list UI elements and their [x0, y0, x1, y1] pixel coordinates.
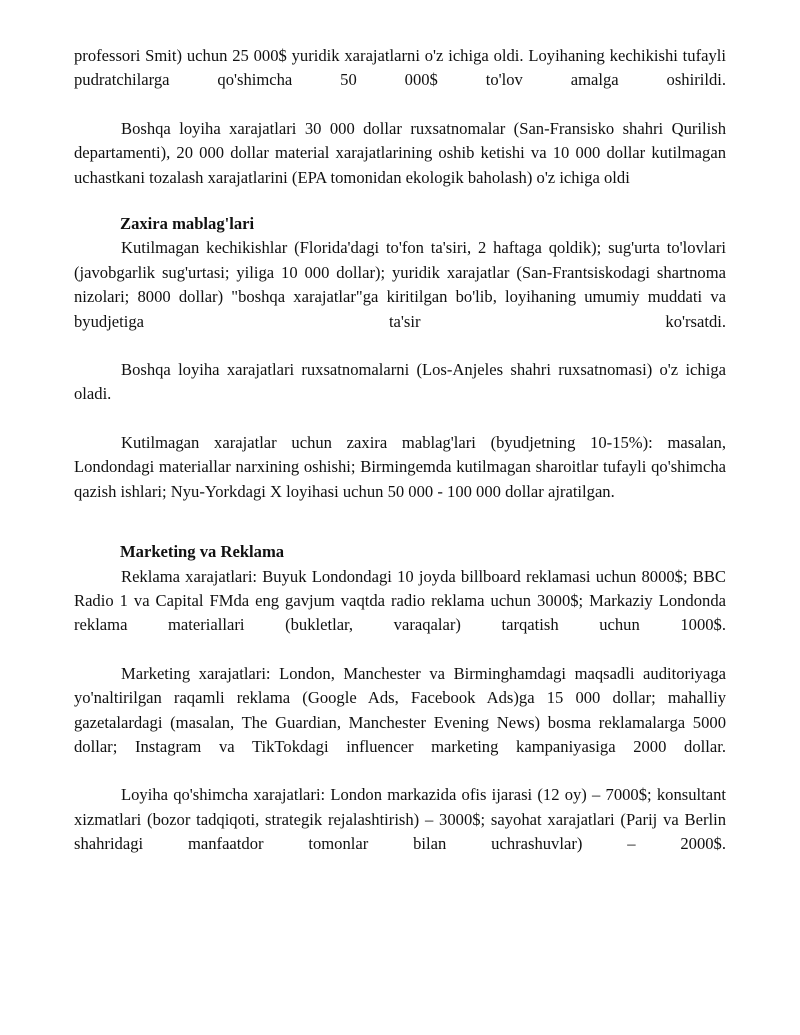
paragraph-unexpected-delays: Kutilmagan kechikishlar (Florida'dagi to'fon ta'siri, 2 haftaga qoldik); sug'urta to'lovlari (javobgarlik sug'urtasi; yiliga 10 000 dollar); yuridik xarajatlar (San-Frantsiskodagi shartnoma nizolari; 8000 dollar) "boshqa xarajatlar"ga kiritilgan bo'lib, loyihaning umumiy muddati va byudjetiga ta'sir ko'rsatdi.	[74, 238, 726, 331]
heading-marketing-advertising: Marketing va Reklama	[120, 542, 285, 562]
document-page	[74, 44, 726, 857]
paragraph-additional-project-costs: Loyiha qo'shimcha xarajatlari: London markazida ofis ijarasi (12 oy) – 7000$; konsultant xizmatlari (bozor tadqiqoti, strategik rejalashtirish) – 3000$; sayohat xarajatlari (Parij va Berlin shahridagi manfaatdor tomonlar bilan uchrashuvlar) – 2000$.	[74, 785, 726, 854]
paragraph-contingency-reserve: Kutilmagan xarajatlar uchun zaxira mablag'lari (byudjetning 10-15%): masalan, Londondagi materiallar narxining oshishi; Birmingemda kutilmagan sharoitlar tufayli qo'shimcha qazish ishlari; Nyu-Yorkdagi X loyihasi uchun 50 000 - 100 000 dollar ajratilgan.	[74, 432, 726, 501]
paragraph-other-project-costs: Boshqa loyiha xarajatlari 30 000 dollar ruxsatnomalar (San-Fransisko shahri Qurilish departamenti), 20 000 dollar material xarajatlarining oshib ketishi va 10 000 dollar kutilmagan uchastkani tozalash xarajatlarini (EPA tomonidan ekologik baholash) o'z ichiga oldi	[74, 118, 726, 187]
paragraph-advertising-costs: Reklama xarajatlari: Buyuk Londondagi 10 joyda billboard reklamasi uchun 8000$; BBC Radio 1 va Capital FMda eng gavjum vaqtda radio reklama uchun 3000$; Markaziy Londonda reklama materiallari (bukletlar, varaqalar) tarqatish uchun 1000$.	[74, 566, 726, 635]
paragraph-permits: Boshqa loyiha xarajatlari ruxsatnomalarni (Los-Anjeles shahri ruxsatnomasi) o'z ichiga oladi.	[74, 360, 726, 404]
paragraph-marketing-costs: Marketing xarajatlari: London, Manchester va Birminghamdagi maqsadli auditoriyaga yo'naltirilgan raqamli reklama (Google Ads, Facebook Ads)ga 15 000 dollar; mahalliy gazetalardagi (masalan, The Guardian, Manchester Evening News) bosma reklamalarga 5000 dollar; Instagram va TikTokdagi influencer marketing kampaniyasiga 2000 dollar.	[74, 663, 726, 756]
paragraph-legal-costs: professori Smit) uchun 25 000$ yuridik xarajatlarni o'z ichiga oldi. Loyihaning kechikishi tufayli pudratchilarga qo'shimcha 50 000$ to'lov amalga oshirildi.	[74, 46, 726, 90]
heading-reserve-funds: Zaxira mablag'lari	[120, 214, 255, 234]
